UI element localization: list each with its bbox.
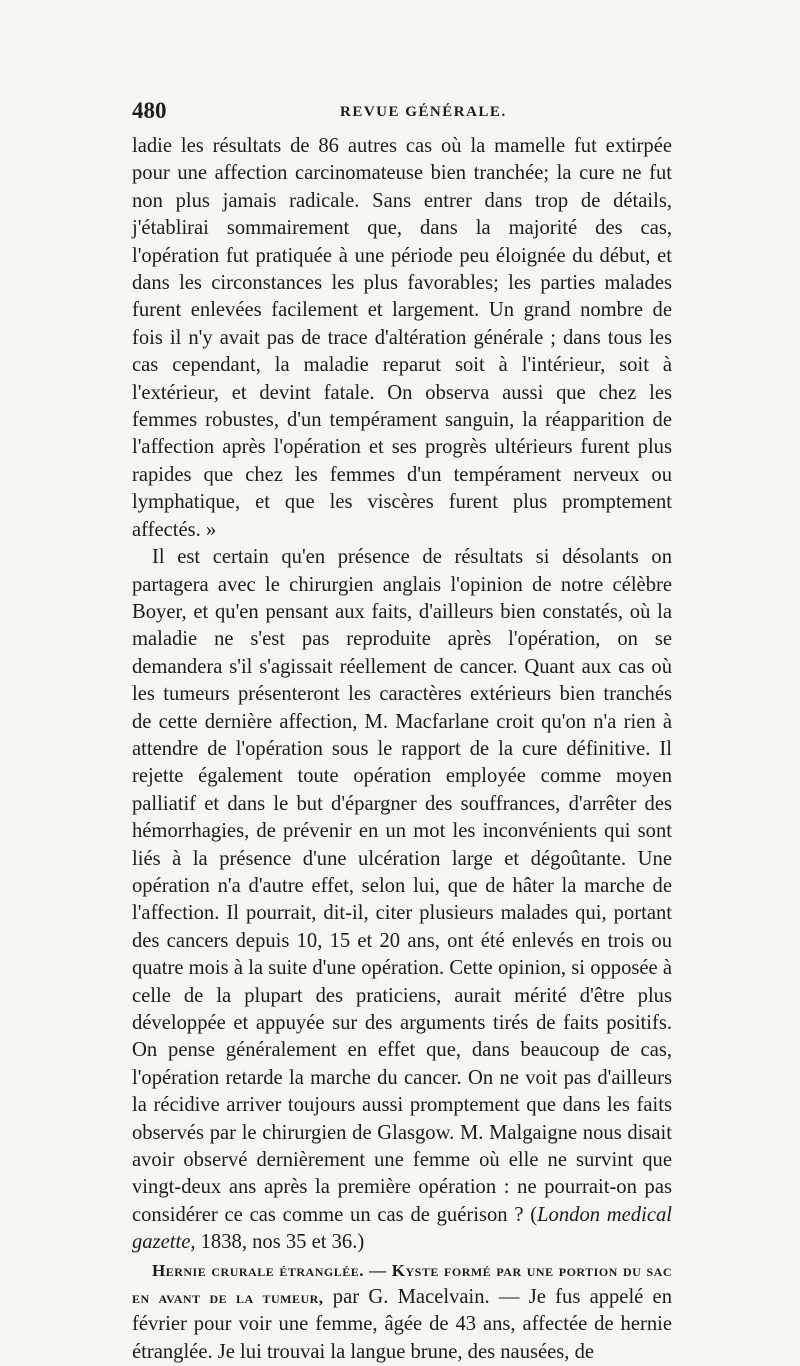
- article-text: par G. Macelvain. — Je fus appelé en février pour voir une femme, âgée de 43 ans, affectée de hernie étranglée. Je lui trouvai la langue brune, des nausées, de: [132, 1286, 672, 1363]
- journal-title: REVUE GÉNÉRALE.: [340, 104, 507, 120]
- paragraph-commentary-text: Il est certain qu'en présence de résultats si désolants on partagera avec le chirurgien anglais l'opinion de notre célèbre Boyer, et qu'en pensant aux faits, d'ailleurs bien constatés, où la maladie ne s'est pas reproduite après l'opération, on se demandera s'il s'agissait réellement de cancer. Quant aux cas où les tumeurs présenteront les caractères extérieurs bien tranchés de cette dernière affection, M. Macfarlane croit qu'on n'a rien à attendre de l'opération sous le rapport de la cure définitive. Il rejette également toute opération employée comme moyen palliatif et dans le but d'épargner des souffrances, d'arrêter des hémorrhagies, de prévenir en un mot les inconvénients qui sont liés à la présence d'une ulcération large et dégoûtante. Une opération n'a d'autre effet, selon lui, que de hâter la marche de l'affection. Il pourrait, dit-il, citer plusieurs malades qui, portant des cancers depuis 10, 15 et 20 ans, ont été enlevés en trois ou quatre mois à la suite d'une opération. Cette opinion, si opposée à celle de la plupart des praticiens, aurait mérité d'être plus développée et appuyée sur des arguments tirés de faits positifs. On pense généralement en effet que, dans beaucoup de cas, l'opération retarde la marche du cancer. On ne voit pas d'ailleurs la récidive arriver toujours aussi promptement que dans les faits observés par le chirurgien de Glasgow. M. Malgaigne nous disait avoir observé dernièrement une femme où elle ne survint que vingt-deux ans après la première opération : ne pourrait-on pas considérer ce cas comme un cas de guérison ? (: [132, 546, 672, 1226]
- paragraph-continued: ladie les résultats de 86 autres cas où la mamelle fut extirpée pour une affection carcinomateuse bien tranchée; la cure ne fut non plus jamais radicale. Sans entrer dans trop de détails, j'établirai sommairement que, dans la majorité des cas, l'opération fut pratiquée à une période peu éloignée du début, et dans les circonstances les plus favorables; les parties malades furent enlevées facilement et largement. Un grand nombre de fois il n'y avait pas de trace d'altération générale ; dans tous les cas cependant, la maladie reparut soit à l'intérieur, soit à l'extérieur, et devint fatale. On observa aussi que chez les femmes robustes, d'un tempérament sanguin, la réapparition de l'affection après l'opération et ses progrès ultérieurs furent plus rapides que chez les femmes d'un tempérament nerveux ou lymphatique, et que les viscères furent plus promptement affectés. »: [132, 135, 672, 541]
- page-number: 480: [132, 98, 167, 123]
- paragraph-commentary: [132, 544, 672, 1257]
- running-header: [132, 98, 672, 128]
- citation-details: 1838, nos 35 et 36.): [195, 1231, 365, 1254]
- article-heading: Hernie crurale étranglée. — Kyste formé par une portion du sac en avant de la tumeur,: [132, 1260, 672, 1308]
- article-paragraph: [132, 1257, 672, 1366]
- citation-source: London medical gazette,: [132, 1203, 672, 1254]
- body-text: [132, 133, 672, 1366]
